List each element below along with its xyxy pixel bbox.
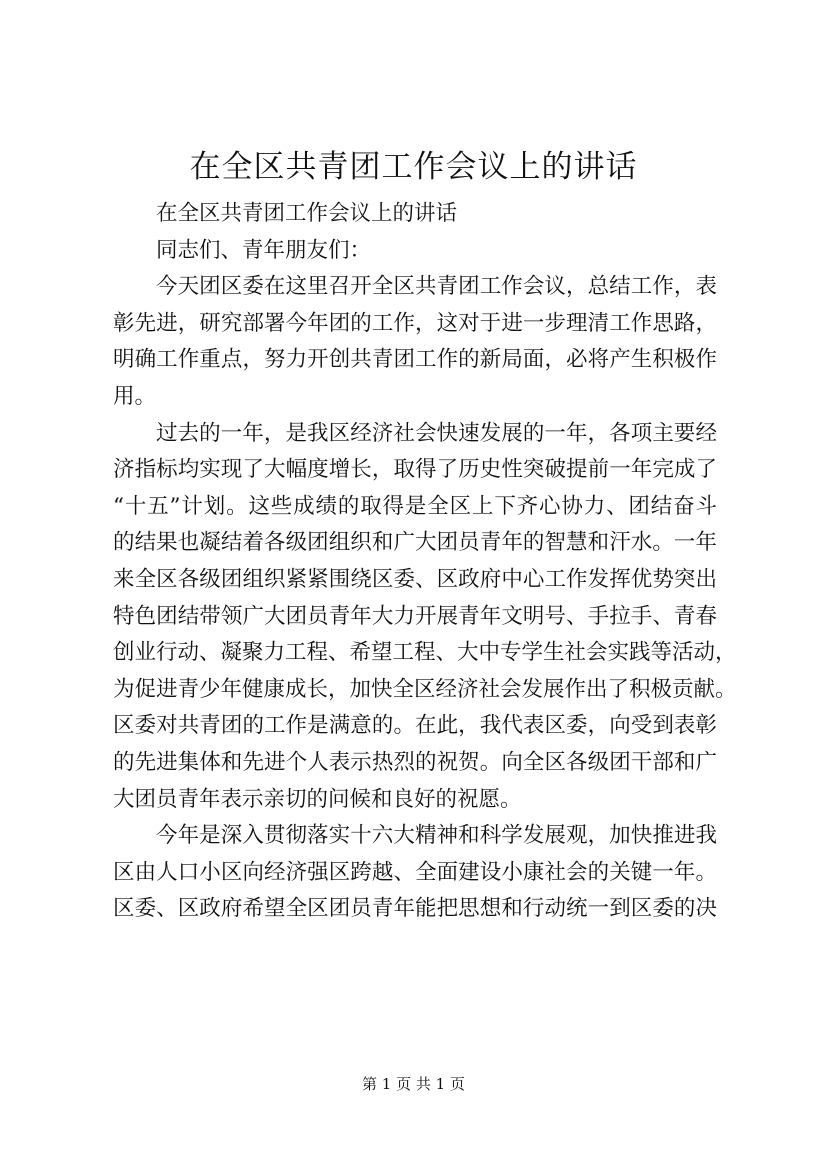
text-line: 大团员青年表示亲切的问候和良好的祝愿。 (113, 786, 522, 812)
page-footer: 第 1 页 共 1 页 (362, 1075, 465, 1093)
text-line: 同志们、青年朋友们： (156, 237, 372, 263)
document-body (113, 196, 737, 928)
text-line: 今年是深入贯彻落实十六大精神和科学发展观，加快推进我 (156, 823, 717, 849)
text-line: 在全区共青团工作会议上的讲话 (156, 201, 458, 226)
document-title: 在全区共青团工作会议上的讲话 (189, 149, 638, 185)
text-line: 明确工作重点，努力开创共青团工作的新局面，必将产生积极作 (113, 347, 717, 373)
text-line: “十五”计划。这些成绩的取得是全区上下齐心协力、团结奋斗 (113, 493, 717, 519)
text-line: 用。 (113, 383, 157, 409)
text-line: 区委、区政府希望全区团员青年能把思想和行动统一到区委的决 (113, 896, 717, 922)
text-line: 来全区各级团组织紧紧围绕区委、区政府中心工作发挥优势突出 (113, 566, 717, 592)
text-line: 今天团区委在这里召开全区共青团工作会议，总结工作，表 (156, 274, 717, 300)
text-line: 区由人口小区向经济强区跨越、全面建设小康社会的关键一年。 (113, 859, 717, 885)
text-line: 过去的一年，是我区经济社会快速发展的一年，各项主要经 (156, 420, 717, 446)
text-line: 区委对共青团的工作是满意的。在此，我代表区委，向受到表彰 (113, 713, 717, 739)
text-line: 创业行动、凝聚力工程、希望工程、大中专学生社会实践等活动， (113, 640, 737, 666)
text-line: 济指标均实现了大幅度增长，取得了历史性突破提前一年完成了 (113, 457, 717, 483)
text-line: 为促进青少年健康成长，加快全区经济社会发展作出了积极贡献。 (113, 676, 737, 702)
text-line: 彰先进，研究部署今年团的工作，这对于进一步理清工作思路， (113, 310, 717, 336)
text-line: 的先进集体和先进个人表示热烈的祝贺。向全区各级团干部和广 (113, 749, 717, 775)
text-line: 特色团结带领广大团员青年大力开展青年文明号、手拉手、青春 (113, 603, 717, 629)
text-line: 的结果也凝结着各级团组织和广大团员青年的智慧和汗水。一年 (113, 530, 717, 556)
